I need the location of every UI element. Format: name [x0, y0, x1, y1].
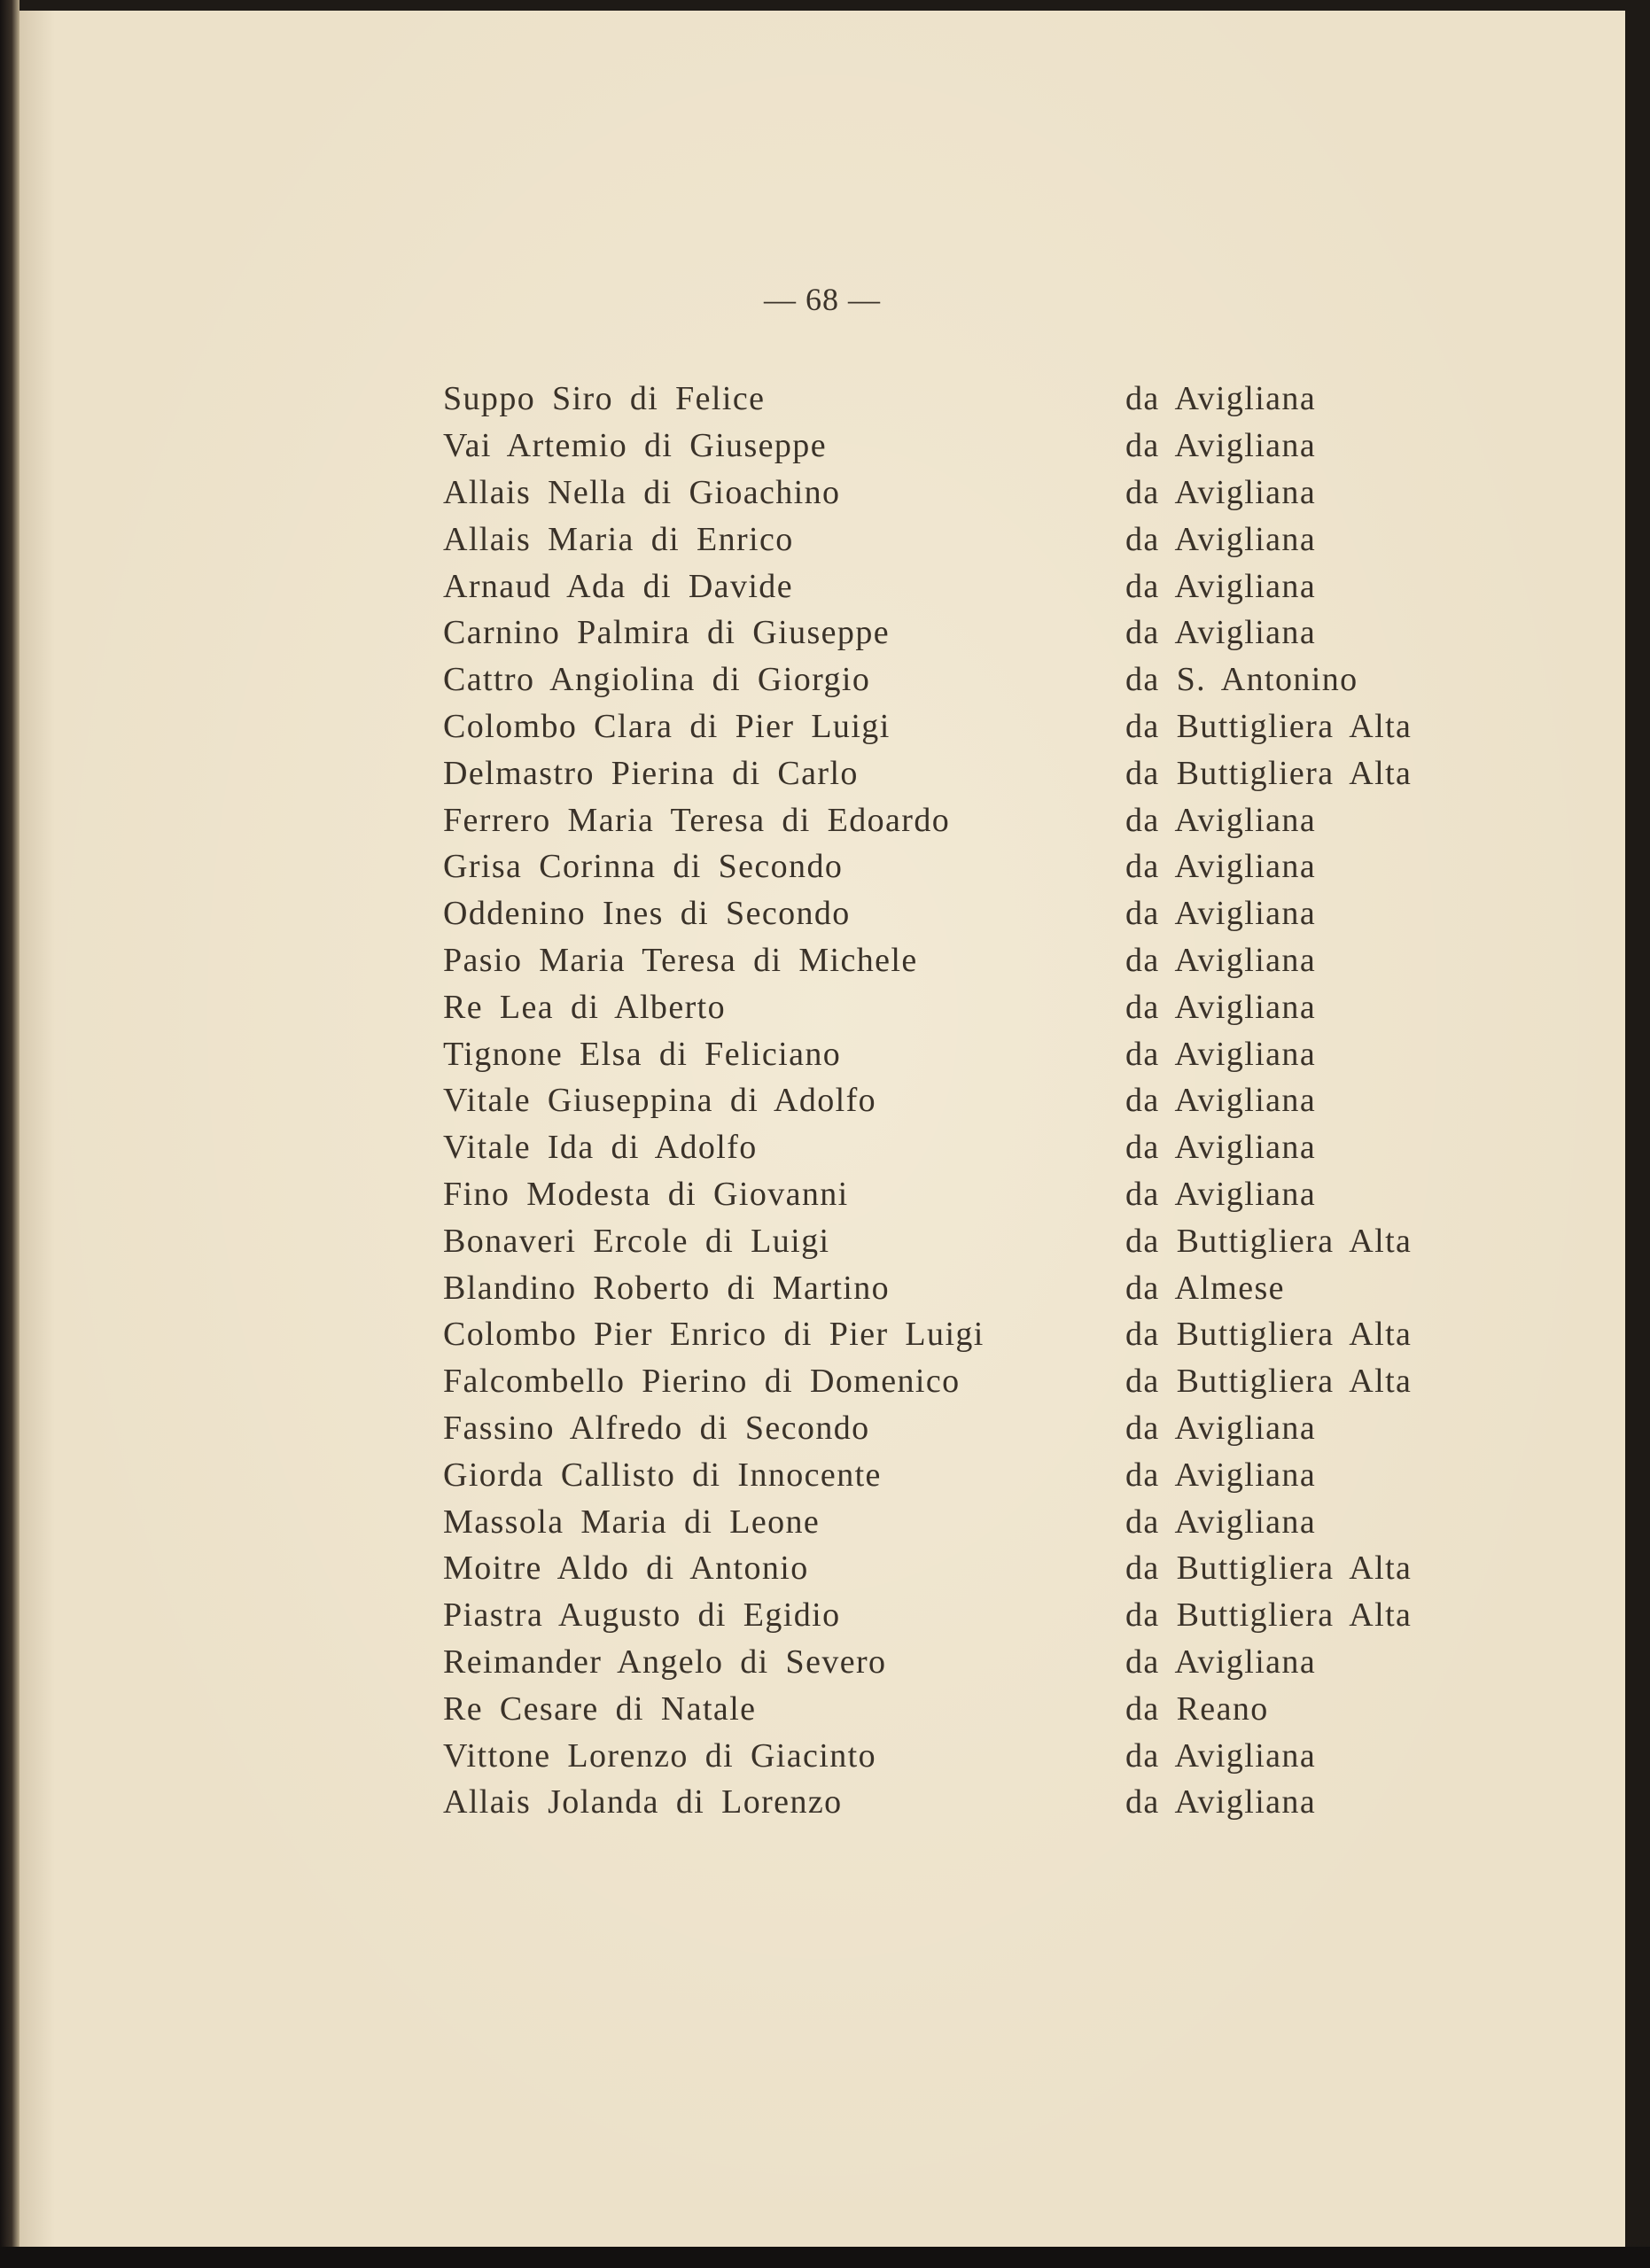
person-name: Piastra Augusto di Egidio — [443, 1596, 841, 1635]
place-of-origin: da Avigliana — [1125, 1456, 1317, 1494]
list-item — [443, 1217, 1462, 1264]
person-name: Oddenino Ines di Secondo — [443, 895, 851, 933]
list-item — [443, 1405, 1462, 1452]
place-of-origin: da Avigliana — [1125, 1736, 1317, 1775]
place-of-origin: da Avigliana — [1125, 848, 1317, 886]
person-name: Falcombello Pierino di Domenico — [443, 1363, 961, 1401]
list-item — [443, 1592, 1462, 1639]
person-name: Blandino Roberto di Martino — [443, 1269, 891, 1307]
names-list — [443, 376, 1462, 1826]
list-item — [443, 1498, 1462, 1545]
place-of-origin: da Avigliana — [1125, 1503, 1317, 1541]
book-page — [19, 11, 1625, 2247]
place-of-origin: da Buttigliera Alta — [1125, 1550, 1413, 1588]
page-bottom-edge — [0, 2247, 1650, 2268]
place-of-origin: da Avigliana — [1125, 1082, 1317, 1120]
place-of-origin: da Almese — [1125, 1269, 1285, 1307]
person-name: Giorda Callisto di Innocente — [443, 1456, 882, 1494]
person-name: Allais Jolanda di Lorenzo — [443, 1783, 843, 1821]
place-of-origin: da Buttigliera Alta — [1125, 1316, 1413, 1354]
list-item — [443, 610, 1462, 656]
place-of-origin: da S. Antonino — [1125, 661, 1358, 699]
place-of-origin: da Avigliana — [1125, 1643, 1317, 1681]
place-of-origin: da Buttigliera Alta — [1125, 754, 1413, 792]
place-of-origin: da Reano — [1125, 1689, 1269, 1728]
page-number: — 68 — — [764, 282, 881, 317]
list-item — [443, 563, 1462, 610]
place-of-origin: da Avigliana — [1125, 801, 1317, 839]
list-item — [443, 1779, 1462, 1826]
list-item — [443, 890, 1462, 937]
place-of-origin: da Buttigliera Alta — [1125, 1363, 1413, 1401]
person-name: Fino Modesta di Giovanni — [443, 1175, 849, 1213]
place-of-origin: da Buttigliera Alta — [1125, 707, 1413, 745]
list-item — [443, 1358, 1462, 1405]
person-name: Colombo Pier Enrico di Pier Luigi — [443, 1316, 985, 1354]
person-name: Vitale Giuseppina di Adolfo — [443, 1082, 877, 1120]
person-name: Pasio Maria Teresa di Michele — [443, 941, 918, 979]
place-of-origin: da Avigliana — [1125, 1783, 1317, 1821]
place-of-origin: da Avigliana — [1125, 614, 1317, 652]
list-item — [443, 1451, 1462, 1498]
person-name: Cattro Angiolina di Giorgio — [443, 661, 871, 699]
person-name: Re Lea di Alberto — [443, 988, 726, 1026]
person-name: Fassino Alfredo di Secondo — [443, 1409, 870, 1447]
person-name: Re Cesare di Natale — [443, 1689, 757, 1728]
person-name: Moitre Aldo di Antonio — [443, 1550, 809, 1588]
place-of-origin: da Avigliana — [1125, 1175, 1317, 1213]
person-name: Delmastro Pierina di Carlo — [443, 754, 859, 792]
person-name: Ferrero Maria Teresa di Edoardo — [443, 801, 951, 839]
place-of-origin: da Avigliana — [1125, 473, 1317, 511]
place-of-origin: da Avigliana — [1125, 1409, 1317, 1447]
place-of-origin: da Avigliana — [1125, 567, 1317, 605]
place-of-origin: da Avigliana — [1125, 941, 1317, 979]
list-item — [443, 1030, 1462, 1077]
person-name: Colombo Clara di Pier Luigi — [443, 707, 891, 745]
list-item — [443, 1264, 1462, 1311]
person-name: Bonaveri Ercole di Luigi — [443, 1222, 830, 1260]
list-item — [443, 1171, 1462, 1218]
list-item — [443, 843, 1462, 890]
list-item — [443, 470, 1462, 517]
list-item — [443, 1685, 1462, 1732]
person-name: Vittone Lorenzo di Giacinto — [443, 1736, 877, 1775]
place-of-origin: da Avigliana — [1125, 520, 1317, 558]
list-item — [443, 703, 1462, 750]
person-name: Vai Artemio di Giuseppe — [443, 427, 827, 465]
list-item — [443, 376, 1462, 423]
place-of-origin: da Buttigliera Alta — [1125, 1596, 1413, 1635]
person-name: Reimander Angelo di Severo — [443, 1643, 887, 1681]
list-item — [443, 516, 1462, 563]
list-item — [443, 423, 1462, 470]
person-name: Allais Nella di Gioachino — [443, 473, 841, 511]
place-of-origin: da Avigliana — [1125, 380, 1317, 418]
list-item — [443, 1311, 1462, 1358]
place-of-origin: da Avigliana — [1125, 1035, 1317, 1073]
place-of-origin: da Avigliana — [1125, 427, 1317, 465]
list-item — [443, 937, 1462, 984]
person-name: Tignone Elsa di Feliciano — [443, 1035, 842, 1073]
person-name: Carnino Palmira di Giuseppe — [443, 614, 890, 652]
person-name: Grisa Corinna di Secondo — [443, 848, 844, 886]
place-of-origin: da Avigliana — [1125, 988, 1317, 1026]
list-item — [443, 656, 1462, 703]
list-item — [443, 1639, 1462, 1686]
place-of-origin: da Buttigliera Alta — [1125, 1222, 1413, 1260]
list-item — [443, 1545, 1462, 1592]
person-name: Suppo Siro di Felice — [443, 380, 766, 418]
person-name: Massola Maria di Leone — [443, 1503, 821, 1541]
place-of-origin: da Avigliana — [1125, 1129, 1317, 1167]
person-name: Allais Maria di Enrico — [443, 520, 794, 558]
list-item — [443, 1124, 1462, 1171]
list-item — [443, 1732, 1462, 1779]
list-item — [443, 750, 1462, 796]
list-item — [443, 1077, 1462, 1124]
person-name: Vitale Ida di Adolfo — [443, 1129, 758, 1167]
person-name: Arnaud Ada di Davide — [443, 567, 793, 605]
list-item — [443, 796, 1462, 843]
book-binding-edge — [0, 0, 19, 2247]
list-item — [443, 983, 1462, 1030]
place-of-origin: da Avigliana — [1125, 895, 1317, 933]
